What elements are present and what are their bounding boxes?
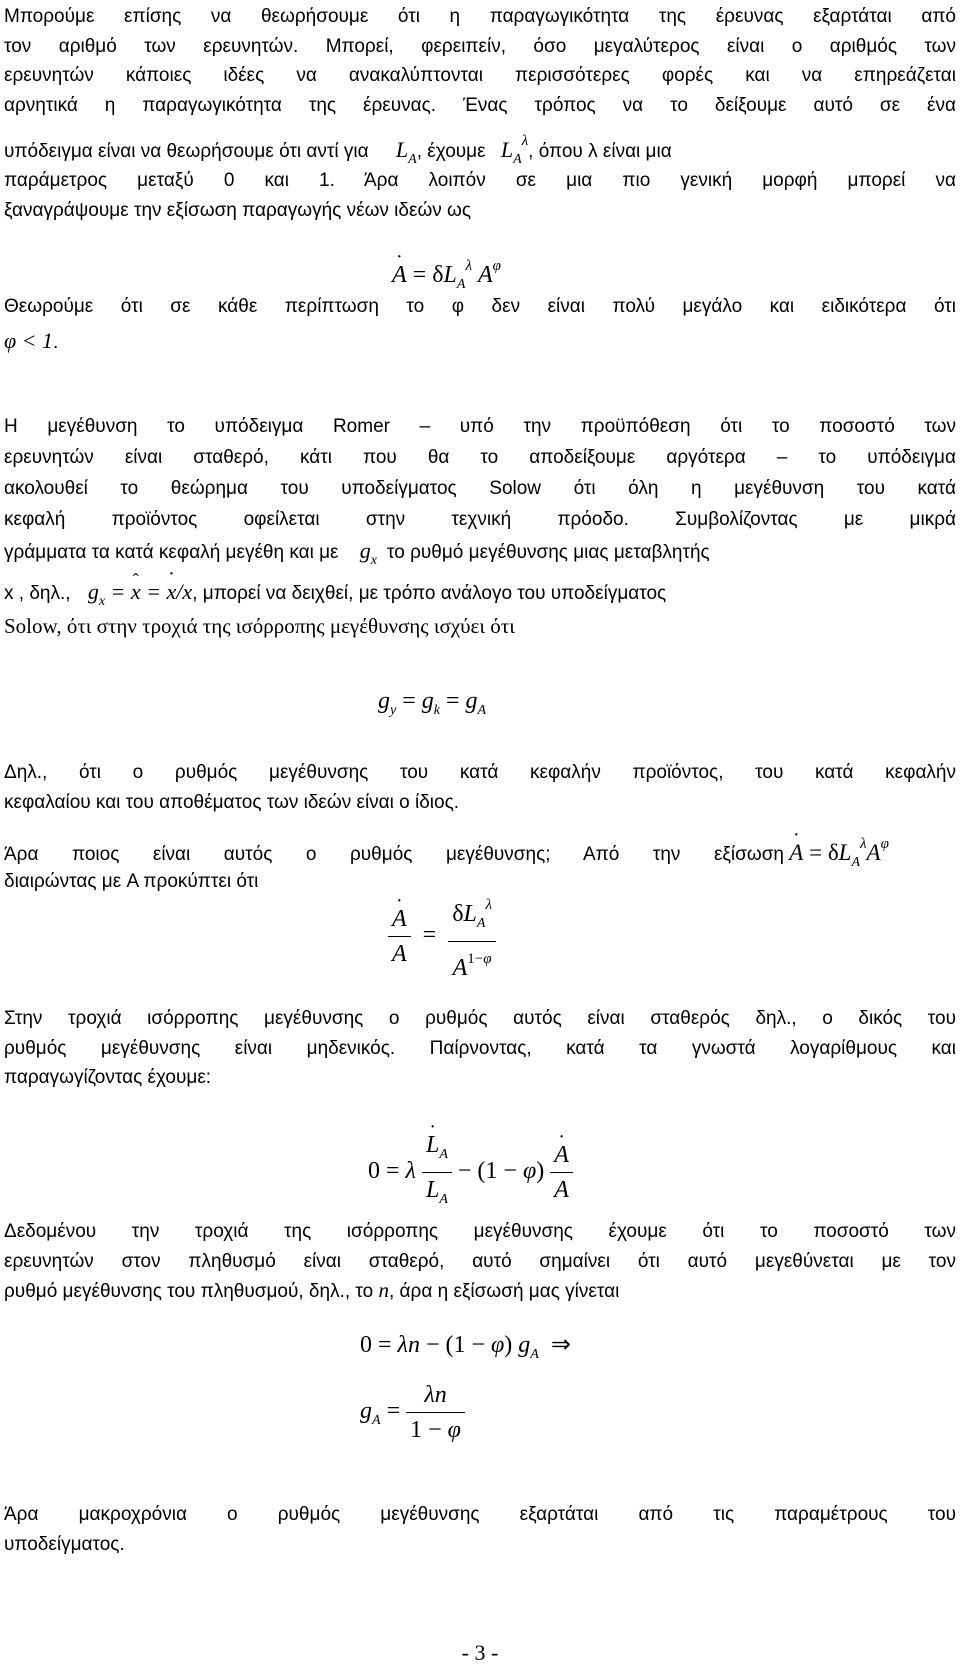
text-line: Στην τροχιά ισόρροπης μεγέθυνσης ο ρυθμός αυτός είναι σταθερός δηλ., ο δικός του — [4, 1008, 956, 1029]
paragraph-population-growth — [4, 1217, 956, 1306]
text-line: παράμετρος μεταξύ 0 και 1. Άρα λοιπόν σε μια πιο γενική μορφή μπορεί να — [4, 170, 956, 192]
equation-balanced-growth: $g_y = g_k = g_A$ — [378, 688, 487, 718]
text-line: αρνητικά η παραγωγικότητα της έρευνας. Ένας τρόπος να το δείξουμε αυτό σε ένα — [4, 94, 956, 116]
equation-gA-result: $g_A$ = $\frac{\lambda n}{1 - \varphi}$ — [360, 1378, 465, 1447]
fraction-Adot-over-A: $\frac{A ˙}{A}$ — [388, 902, 411, 971]
text-line: κεφαλή προϊόντος οφείλεται στην τεχνική πρόοδο. Συμβολίζοντας με μικρά — [4, 509, 956, 530]
text-line: ερευνητών κάποιες ιδέες να ανακαλύπτονται περισσότερες φορές και να επηρεάζεται — [4, 65, 956, 87]
text-line-with-math — [4, 572, 956, 612]
text-line: Solow, ότι στην τροχιά της ισόρροπης μεγέθυνσης ισχύει ότι — [4, 614, 515, 638]
fraction-Ldot-over-L: $\frac{L ˙_A}{L_A}$ — [422, 1128, 452, 1217]
equation-idea-production: A ˙ = $\delta L_A^\lambda$ $A^\varphi$ — [392, 258, 501, 293]
text-line: Δεδομένου την τροχιά της ισόρροπης μεγέθυνσης έχουμε ότι το ποσοστό των — [4, 1221, 956, 1242]
page-number: - 3 - — [461, 1640, 499, 1665]
math-LA-lambda: $L_A^\lambda$ — [500, 133, 529, 168]
text-segment: , έχουμε — [416, 141, 486, 163]
text-line: Δηλ., ότι ο ρυθμός μεγέθυνσης του κατά κεφαλήν προϊόντος, του κατά κεφαλήν — [4, 762, 956, 783]
text-line: Θεωρούμε ότι σε κάθε περίπτωση το φ δεν είναι πολύ μεγάλο και ειδικότερα ότι — [4, 296, 956, 317]
text-line-with-math — [4, 821, 956, 871]
text-segment: , άρα η εξίσωσή μας γίνεται — [389, 1281, 620, 1303]
text-line: Η μεγέθυνση το υπόδειγμα Romer – υπό την προϋπόθεση ότι το ποσοστό των — [4, 416, 956, 437]
text-line: Άρα μακροχρόνια ο ρυθμός μεγέθυνσης εξαρτάται από τις παραμέτρους του — [4, 1504, 956, 1525]
text-segment: , όπου λ είναι μια — [528, 141, 672, 163]
paragraph-growth-rate — [4, 758, 956, 897]
fraction-delta-L-over-A: $\frac{\delta L_A^\lambda}{A^{1-\varphi}}$ — [448, 888, 496, 985]
text-segment: το ρυθμό μεγέθυνσης μιας μεταβλητής — [387, 542, 710, 563]
equation-divided: $\frac{A ˙}{A}$ = $\frac{\delta L_A^\lambda}{A^{1-\varphi}}$ — [388, 888, 496, 985]
equation-log-derivative: 0 = λ $\frac{L ˙_A}{L_A}$ − (1 − φ) $\frac{A ˙}{A}$ — [368, 1128, 573, 1217]
paragraph-steady-state — [4, 1004, 956, 1093]
text-line: ερευνητών είναι σταθερό, κάτι που θα το αποδείξουμε αργότερα – το υπόδειγμα — [4, 447, 956, 468]
text-line: τον αριθμό των ερευνητών. Μπορεί, φερειπείν, όσο μεγαλύτερος είναι ο αριθμός των — [4, 35, 956, 57]
text-line: ερευνητών στον πληθυσμό είναι σταθερό, αυτό σημαίνει ότι αυτό μεγεθύνεται με τον — [4, 1250, 956, 1272]
text-line: ρυθμός μεγέθυνσης είναι μηδενικός. Παίρνοντας, κατά τα γνωστά λογαρίθμους και — [4, 1037, 956, 1059]
math-inline-equation: A ˙ = $\delta L_A^\lambda A^\varphi$ — [789, 840, 889, 865]
text-line: κεφαλαίου και του αποθέματος των ιδεών είναι ο ίδιος. — [4, 791, 460, 813]
text-line: διαιρώντας με A προκύπτει ότι — [4, 871, 259, 893]
text-segment: , μπορεί να δειχθεί, με τρόπο ανάλογο του υποδείγματος — [192, 583, 667, 604]
text-line: ξαναγράψουμε την εξίσωση παραγωγής νέων ιδεών ως — [4, 199, 472, 221]
paragraph-phi-assumption — [4, 292, 956, 355]
math-phi-less-one: φ < 1 — [4, 327, 54, 353]
math-n: n — [378, 1278, 389, 1303]
text-segment: ρυθμό μεγέθυνσης του πληθυσμού, δηλ., το — [4, 1281, 374, 1303]
math-LA: $L_A$ — [395, 137, 417, 168]
text-line: παραγωγίζοντας έχουμε: — [4, 1067, 212, 1089]
paragraph-romer-growth — [4, 412, 956, 642]
fraction-Adot-over-A-2: $\frac{A ˙}{A}$ — [550, 1138, 573, 1207]
equation-gA-step: 0 = λn − (1 − φ) $g_A$ ⇒ — [360, 1332, 571, 1362]
math-gx-definition: $g_x = x$ ˆ = x ˙/x — [88, 579, 192, 604]
paragraph-conclusion — [4, 1500, 956, 1559]
paragraph-productivity — [4, 2, 956, 226]
text-line: ακολουθεί το θεώρημα του υποδείγματος Solow ότι όλη η μεγέθυνση του κατά — [4, 478, 956, 499]
text-line-with-math — [4, 1276, 956, 1306]
text-line: υποδείγματος. — [4, 1533, 125, 1555]
text-line-with-math — [4, 120, 956, 168]
text-segment: Άρα ποιος είναι αυτός ο ρυθμός μεγέθυνσης; Από την εξίσωση — [4, 844, 784, 866]
text-segment: υπόδειγμα είναι να θεωρήσουμε ότι αντί για — [4, 141, 369, 163]
text-line-with-math — [4, 536, 956, 572]
text-line: Μπορούμε επίσης να θεωρήσουμε ότι η παραγωγικότητα της έρευνας εξαρτάται από — [4, 6, 956, 27]
text-segment: γράμματα τα κατά κεφαλή μεγέθη και με — [4, 542, 339, 563]
fraction-lambda-n-over-one-minus-phi: $\frac{\lambda n}{1 - \varphi}$ — [406, 1378, 465, 1447]
math-gx: $g_x$ — [359, 538, 378, 568]
text-segment: . — [53, 331, 59, 353]
text-line-with-math — [4, 326, 956, 356]
text-segment: x , δηλ., — [4, 583, 71, 604]
